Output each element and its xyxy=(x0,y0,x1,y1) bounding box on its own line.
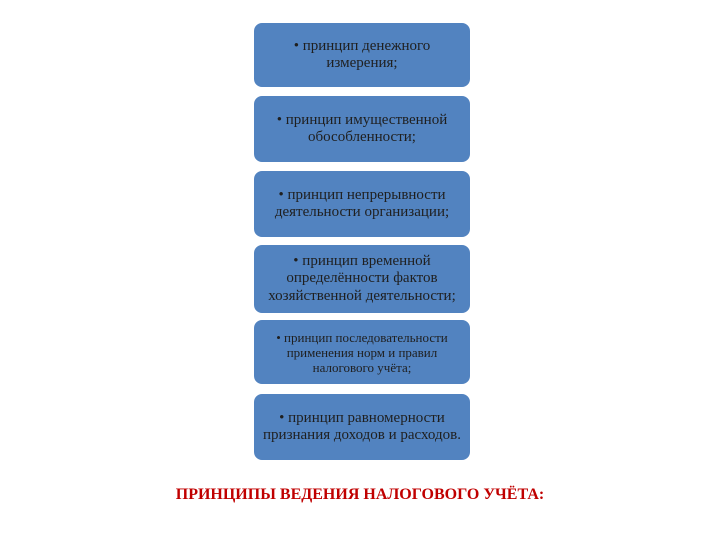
principle-text: • принцип денежного измерения; xyxy=(293,37,431,71)
diagram-title: ПРИНЦИПЫ ВЕДЕНИЯ НАЛОГОВОГО УЧЁТА: xyxy=(175,486,545,503)
principle-box-monetary-measurement xyxy=(253,22,471,88)
principle-box-continuity xyxy=(253,170,471,238)
principle-text: • принцип последовательности применения норм и правил налогового учёта; xyxy=(276,329,448,375)
principle-text: • принцип временной определённости фактов хозяйственной деятельности; xyxy=(268,252,456,304)
principle-box-property-separation xyxy=(253,95,471,163)
principle-box-consistency xyxy=(253,319,471,385)
principle-text: • принцип равномерности признания доходов и расходов. xyxy=(263,409,461,443)
principle-text: • принцип непрерывности деятельности организации; xyxy=(274,186,450,220)
principle-text: • принцип имущественной обособленности; xyxy=(276,111,448,145)
principle-box-uniform-recognition xyxy=(253,393,471,461)
principle-box-temporal-certainty xyxy=(253,244,471,314)
